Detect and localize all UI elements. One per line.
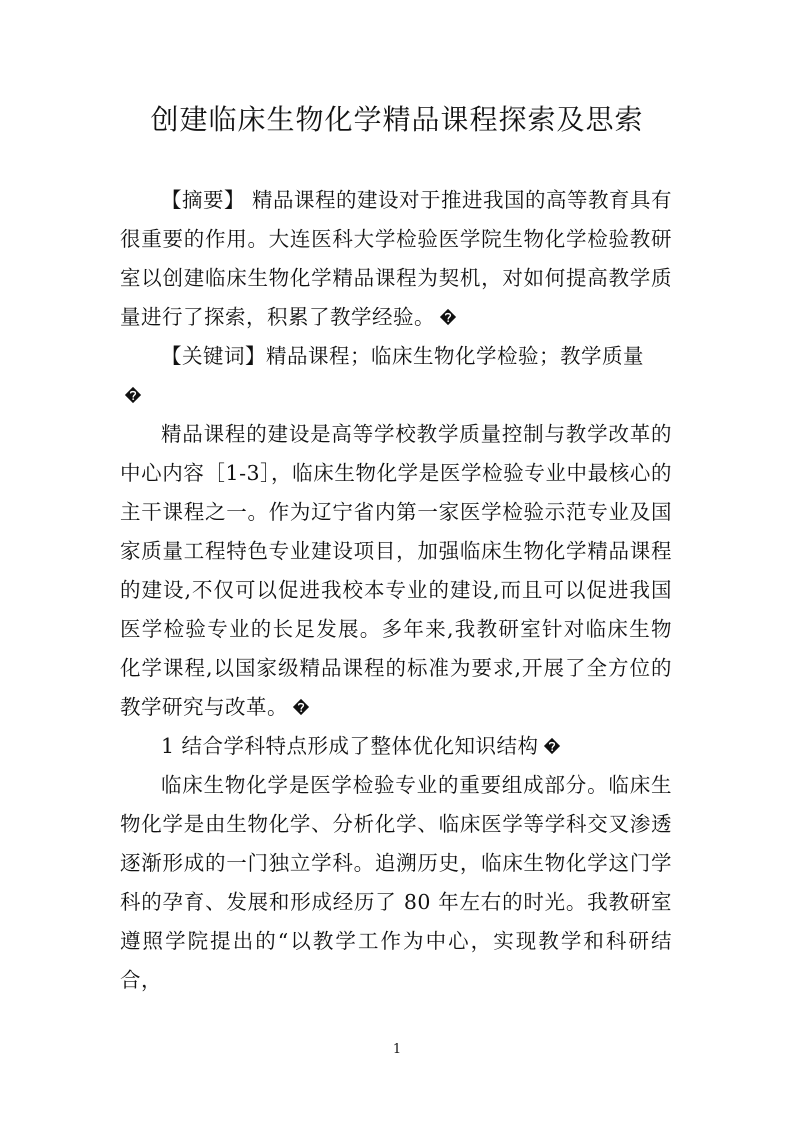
replacement-character-icon bbox=[439, 308, 457, 326]
keywords-paragraph bbox=[120, 337, 672, 415]
abstract-text: 【摘要】 精品课程的建设对于推进我国的高等教育具有很重要的作用。大连医科大学检验医学院生物化学检验教研室以创建临床生物化学精品课程为契机，对如何提高教学质量进行了探索，积累了教学经验。 bbox=[120, 188, 673, 329]
section-heading-1 bbox=[120, 727, 672, 766]
keywords-text: 【关键词】精品课程；临床生物化学检验；教学质量 bbox=[161, 344, 644, 368]
body-paragraph-2 bbox=[120, 766, 672, 1000]
replacement-character-icon bbox=[292, 698, 310, 716]
replacement-character-icon bbox=[124, 386, 142, 404]
section-heading-1-text: 1 结合学科特点形成了整体优化知识结构 bbox=[161, 734, 539, 758]
body-paragraph-2-text: 临床生物化学是医学检验专业的重要组成部分。临床生物化学是由生物化学、分析化学、临床医学等学科交叉渗透逐渐形成的一门独立学科。追溯历史，临床生物化学这门学科的孕育、发展和形成经历了 80 年左右的时光。我教研室遵照学院提出的“以教学工作为中心，实现教学和科研结合， bbox=[120, 773, 672, 992]
document-body bbox=[120, 181, 672, 1000]
abstract-paragraph bbox=[120, 181, 672, 337]
document-title: 创建临床生物化学精品课程探索及思索 bbox=[150, 103, 644, 136]
body-paragraph-1 bbox=[120, 415, 672, 727]
body-paragraph-1-text: 精品课程的建设是高等学校教学质量控制与教学改革的中心内容［1-3］，临床生物化学是医学检验专业中最核心的主干课程之一。作为辽宁省内第一家医学检验示范专业及国家质量工程特色专业建设项目，加强临床生物化学精品课程的建设,不仅可以促进我校本专业的建设,而且可以促进我国医学检验专业的长足发展。多年来,我教研室针对临床生物化学课程,以国家级精品课程的标准为要求,开展了全方位的教学研究与改革。 bbox=[120, 422, 672, 719]
page-number: 1 bbox=[392, 1042, 402, 1057]
replacement-character-icon bbox=[543, 737, 561, 755]
